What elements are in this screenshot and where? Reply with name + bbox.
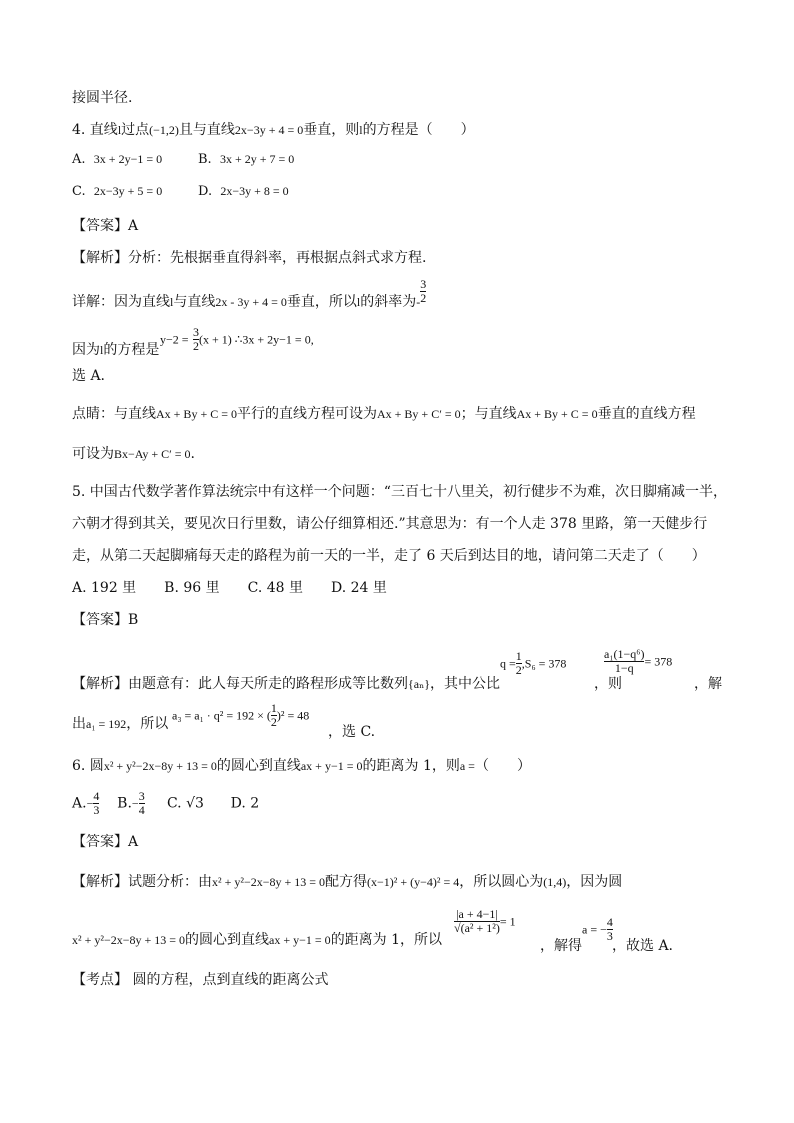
analysis: 【解析】试题分析：由x² + y²−2x−8y + 13 = 0配方得(x−1)² + (y−4)² = 4，所以圆心为(1,4)，因为圆: [72, 874, 623, 890]
equation-line: $\frac{|a + 4-1|}{\text{√(a² + 1²)}}$ = 1: [454, 907, 516, 935]
q4-option-d: D. 2x−3y + 8 = 0: [198, 184, 289, 199]
question-5: 六朝才得到其关，要见次日行里数，请公仔细算相还.”其意思为：有一个人走 378 里路，第一天健步行: [72, 516, 708, 532]
analysis: 【解析】由题意有：此人每天所走的路程形成等比数列{aₙ}，其中公比: [72, 676, 501, 692]
text-line: ，故选 A.: [612, 938, 674, 954]
analysis: 【解析】分析：先根据垂直得斜率，再根据点斜式求方程.: [72, 250, 427, 266]
question-4: 4. 直线l过点(−1,2)且与直线2x−3y + 4 = 0垂直，则l的方程是（ ）: [72, 122, 475, 138]
note-line: 可设为Bx−Ay + C′ = 0.: [72, 446, 195, 462]
equation-line: q = $\frac{1}{2}$ ,S₆ = 378: [500, 649, 567, 677]
question-6: 6. 圆x² + y²−2x−8y + 13 = 0的圆心到直线ax + y−1 = 0的距离为 1，则a =（ ）: [72, 758, 531, 774]
text-line: 接圆半径.: [72, 90, 133, 106]
answer: 【答案】A: [72, 218, 139, 234]
q4-option-a: A. 3x + 2y−1 = 0: [72, 152, 163, 167]
equation-line: $\frac{\text{a₁(1−q⁶)}}{1-q}$ = 378: [604, 647, 673, 675]
q4-option-c: C. 2x−3y + 5 = 0: [72, 184, 163, 199]
answer: 【答案】B: [72, 612, 139, 628]
analysis-line: 出a₁ = 192，所以: [72, 716, 169, 732]
text-line: ，解: [694, 676, 722, 692]
question-5: 5. 中国古代数学著作算法统宗中有这样一个问题：“三百七十八里关，初行健步不为难，次日脚痛减一半，: [72, 484, 727, 500]
text-line: 因为l的方程是: [72, 342, 160, 358]
q6-options: A.− $\frac{4}{3}$ B.− $\frac{3}{4}$ C. √3 D. 2: [72, 789, 260, 817]
detail-line: 详解：因为直线l与直线2x - 3y + 4 = 0垂直，所以l的斜率为- $\frac{3}{2}$: [72, 276, 427, 310]
analysis-line: x² + y²−2x−8y + 13 = 0的圆心到直线ax + y−1 = 0的距离为 1，所以: [72, 932, 443, 948]
equation-line: a₃ = a₁ · q² = 192 × ( $\frac{1}{2}$ )² = 48: [172, 701, 310, 729]
q5-options: A. 192 里 B. 96 里 C. 48 里 D. 24 里: [72, 580, 387, 596]
text-line: ，解得: [540, 938, 582, 954]
note-line: 点睛：与直线Ax + By + C = 0平行的直线方程可设为Ax + By + C′ = 0；与直线Ax + By + C = 0垂直的直线方程: [72, 406, 696, 422]
equation-line: a = − $\frac{4}{3}$: [582, 915, 613, 943]
equation-line: y−2 = $\frac{3}{2}$ (x + 1) ∴3x + 2y−1 = 0,: [160, 325, 314, 353]
text-line: 选 A.: [72, 368, 106, 384]
q4-option-b: B. 3x + 2y + 7 = 0: [198, 152, 295, 167]
knowledge-point: 【考点】 圆的方程，点到直线的距离公式: [72, 972, 329, 988]
answer: 【答案】A: [72, 834, 139, 850]
text-line: ，则: [594, 676, 622, 692]
question-5: 走，从第二天起脚痛每天走的路程为前一天的一半，走了 6 天后到达目的地，请问第二天走了（ ）: [72, 548, 706, 564]
text-line: ，选 C.: [328, 724, 376, 740]
